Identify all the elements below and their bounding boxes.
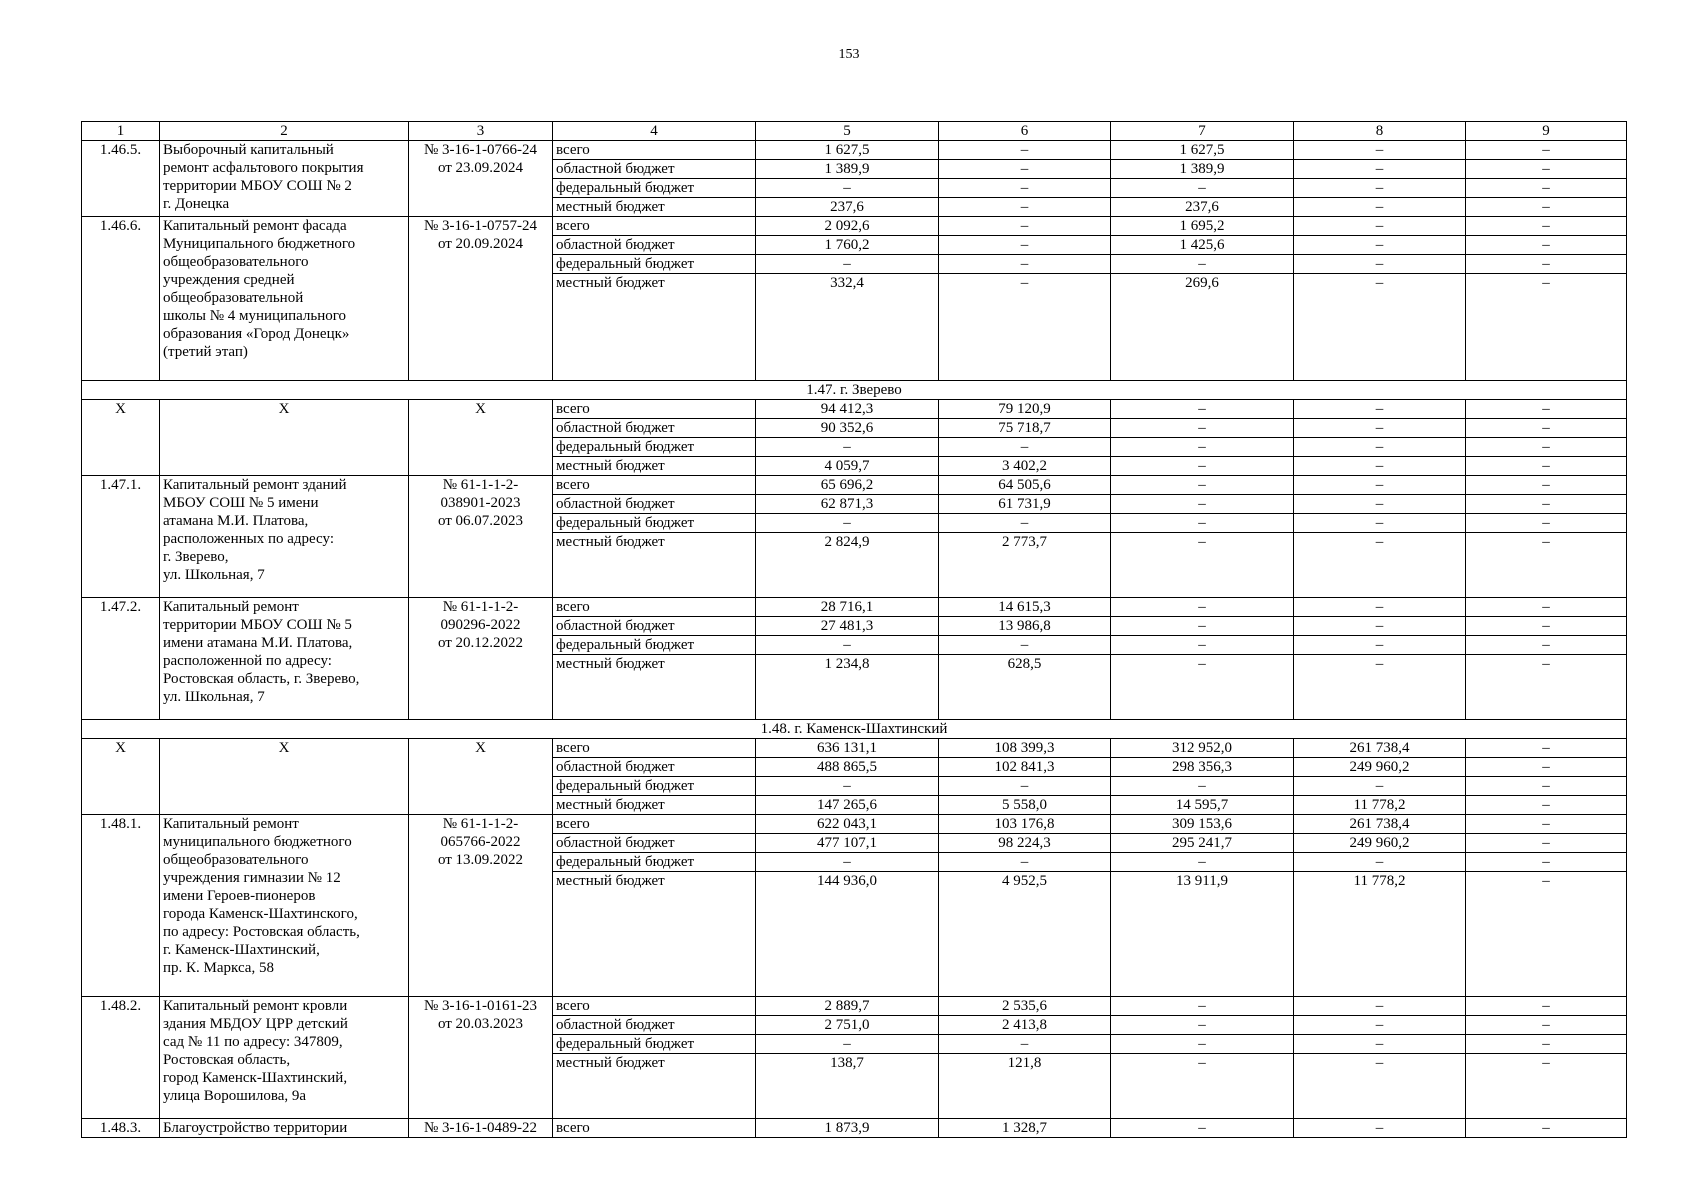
- amount-cell: 121,8: [939, 1054, 1111, 1119]
- amount-cell: 14 595,7: [1111, 796, 1294, 815]
- amount-cell: –: [1466, 438, 1627, 457]
- item-number: Х: [82, 739, 160, 815]
- amount-cell: –: [1466, 872, 1627, 997]
- column-number: 7: [1111, 122, 1294, 141]
- amount-cell: –: [1466, 1119, 1627, 1138]
- amount-cell: –: [1466, 1035, 1627, 1054]
- funding-source: федеральный бюджет: [553, 438, 756, 457]
- amount-cell: –: [1111, 1035, 1294, 1054]
- amount-cell: –: [1294, 217, 1466, 236]
- funding-source: местный бюджет: [553, 1054, 756, 1119]
- amount-cell: 1 760,2: [756, 236, 939, 255]
- amount-cell: 261 738,4: [1294, 739, 1466, 758]
- amount-cell: 1 627,5: [756, 141, 939, 160]
- section-title: 1.47. г. Зверево: [82, 381, 1627, 400]
- column-number: 4: [553, 122, 756, 141]
- amount-cell: –: [1294, 777, 1466, 796]
- amount-cell: –: [1111, 1016, 1294, 1035]
- table-row: [82, 739, 1627, 758]
- amount-cell: –: [756, 179, 939, 198]
- amount-cell: –: [1294, 141, 1466, 160]
- funding-source: федеральный бюджет: [553, 179, 756, 198]
- amount-cell: –: [1111, 997, 1294, 1016]
- amount-cell: –: [1294, 1054, 1466, 1119]
- amount-cell: –: [1294, 236, 1466, 255]
- amount-cell: –: [1466, 834, 1627, 853]
- amount-cell: 5 558,0: [939, 796, 1111, 815]
- amount-cell: –: [1466, 179, 1627, 198]
- item-name: Капитальный ремонт кровли здания МБДОУ ЦРР детский сад № 11 по адресу: 347809, Ростовская область, город Каменск-Шахтинский, улица Ворошилова, 9а: [160, 997, 409, 1119]
- amount-cell: –: [1294, 274, 1466, 381]
- amount-cell: –: [756, 438, 939, 457]
- amount-cell: 2 889,7: [756, 997, 939, 1016]
- funding-source: областной бюджет: [553, 419, 756, 438]
- amount-cell: 138,7: [756, 1054, 939, 1119]
- amount-cell: –: [756, 514, 939, 533]
- funding-source: всего: [553, 400, 756, 419]
- amount-cell: 2 773,7: [939, 533, 1111, 598]
- amount-cell: –: [756, 853, 939, 872]
- funding-source: федеральный бюджет: [553, 255, 756, 274]
- amount-cell: –: [1294, 419, 1466, 438]
- amount-cell: 488 865,5: [756, 758, 939, 777]
- amount-cell: –: [1111, 179, 1294, 198]
- amount-cell: –: [1466, 758, 1627, 777]
- section-title: 1.48. г. Каменск-Шахтинский: [82, 720, 1627, 739]
- column-number: 5: [756, 122, 939, 141]
- amount-cell: –: [1466, 853, 1627, 872]
- amount-cell: 1 425,6: [1111, 236, 1294, 255]
- funding-source: местный бюджет: [553, 198, 756, 217]
- amount-cell: 61 731,9: [939, 495, 1111, 514]
- item-name: Выборочный капитальный ремонт асфальтового покрытия территории МБОУ СОШ № 2 г. Донецка: [160, 141, 409, 217]
- amount-cell: 261 738,4: [1294, 815, 1466, 834]
- item-number: 1.46.5.: [82, 141, 160, 217]
- amount-cell: –: [1466, 198, 1627, 217]
- amount-cell: 1 328,7: [939, 1119, 1111, 1138]
- amount-cell: –: [1111, 400, 1294, 419]
- amount-cell: –: [939, 438, 1111, 457]
- amount-cell: –: [1111, 1119, 1294, 1138]
- amount-cell: –: [756, 777, 939, 796]
- amount-cell: –: [1466, 514, 1627, 533]
- funding-source: всего: [553, 815, 756, 834]
- item-name: Капитальный ремонт территории МБОУ СОШ № 5 имени атамана М.И. Платова, расположенной по адресу: Ростовская область, г. Зверево, ул. Школьная, 7: [160, 598, 409, 720]
- item-number: 1.47.2.: [82, 598, 160, 720]
- amount-cell: 1 389,9: [1111, 160, 1294, 179]
- amount-cell: –: [1294, 457, 1466, 476]
- table-body: [82, 122, 1627, 1138]
- amount-cell: 108 399,3: [939, 739, 1111, 758]
- amount-cell: –: [1466, 495, 1627, 514]
- amount-cell: 4 059,7: [756, 457, 939, 476]
- amount-cell: –: [1111, 617, 1294, 636]
- funding-source: федеральный бюджет: [553, 777, 756, 796]
- amount-cell: –: [1294, 997, 1466, 1016]
- item-document: № 3-16-1-0757-24 от 20.09.2024: [409, 217, 553, 381]
- column-number: 1: [82, 122, 160, 141]
- amount-cell: –: [939, 853, 1111, 872]
- amount-cell: –: [1466, 997, 1627, 1016]
- item-number: 1.46.6.: [82, 217, 160, 381]
- amount-cell: 11 778,2: [1294, 796, 1466, 815]
- column-number: 9: [1466, 122, 1627, 141]
- amount-cell: –: [1466, 815, 1627, 834]
- amount-cell: 3 402,2: [939, 457, 1111, 476]
- amount-cell: –: [1111, 655, 1294, 720]
- amount-cell: –: [1294, 853, 1466, 872]
- amount-cell: 312 952,0: [1111, 739, 1294, 758]
- amount-cell: 103 176,8: [939, 815, 1111, 834]
- amount-cell: –: [1111, 777, 1294, 796]
- amount-cell: 1 695,2: [1111, 217, 1294, 236]
- amount-cell: 628,5: [939, 655, 1111, 720]
- amount-cell: –: [1466, 739, 1627, 758]
- amount-cell: 75 718,7: [939, 419, 1111, 438]
- amount-cell: –: [1294, 514, 1466, 533]
- amount-cell: 332,4: [756, 274, 939, 381]
- amount-cell: –: [1294, 598, 1466, 617]
- item-document: № 61-1-1-2- 090296-2022 от 20.12.2022: [409, 598, 553, 720]
- funding-source: местный бюджет: [553, 872, 756, 997]
- amount-cell: –: [1294, 179, 1466, 198]
- item-name: Капитальный ремонт зданий МБОУ СОШ № 5 имени атамана М.И. Платова, расположенных по адресу: г. Зверево, ул. Школьная, 7: [160, 476, 409, 598]
- amount-cell: 622 043,1: [756, 815, 939, 834]
- funding-source: областной бюджет: [553, 495, 756, 514]
- amount-cell: 94 412,3: [756, 400, 939, 419]
- funding-source: местный бюджет: [553, 457, 756, 476]
- amount-cell: –: [1294, 1035, 1466, 1054]
- amount-cell: 237,6: [1111, 198, 1294, 217]
- column-number: 6: [939, 122, 1111, 141]
- funding-source: всего: [553, 598, 756, 617]
- amount-cell: –: [1466, 617, 1627, 636]
- amount-cell: 1 389,9: [756, 160, 939, 179]
- amount-cell: –: [756, 255, 939, 274]
- amount-cell: 249 960,2: [1294, 834, 1466, 853]
- amount-cell: –: [1466, 419, 1627, 438]
- amount-cell: –: [1111, 255, 1294, 274]
- amount-cell: –: [939, 1035, 1111, 1054]
- amount-cell: –: [1466, 796, 1627, 815]
- item-name: Х: [160, 739, 409, 815]
- amount-cell: 477 107,1: [756, 834, 939, 853]
- amount-cell: 98 224,3: [939, 834, 1111, 853]
- amount-cell: –: [1466, 1054, 1627, 1119]
- item-name: Х: [160, 400, 409, 476]
- table-row: [82, 997, 1627, 1016]
- amount-cell: –: [1111, 853, 1294, 872]
- funding-source: федеральный бюджет: [553, 853, 756, 872]
- amount-cell: 269,6: [1111, 274, 1294, 381]
- amount-cell: –: [1466, 636, 1627, 655]
- amount-cell: 237,6: [756, 198, 939, 217]
- amount-cell: 27 481,3: [756, 617, 939, 636]
- amount-cell: –: [1111, 533, 1294, 598]
- item-document: № 3-16-1-0161-23 от 20.03.2023: [409, 997, 553, 1119]
- amount-cell: –: [1294, 655, 1466, 720]
- funding-source: местный бюджет: [553, 655, 756, 720]
- amount-cell: –: [939, 274, 1111, 381]
- amount-cell: –: [1294, 533, 1466, 598]
- item-document: № 61-1-1-2- 038901-2023 от 06.07.2023: [409, 476, 553, 598]
- amount-cell: –: [1111, 438, 1294, 457]
- amount-cell: –: [939, 160, 1111, 179]
- amount-cell: –: [1294, 1016, 1466, 1035]
- amount-cell: 13 911,9: [1111, 872, 1294, 997]
- amount-cell: –: [1294, 438, 1466, 457]
- amount-cell: 144 936,0: [756, 872, 939, 997]
- item-number: 1.48.2.: [82, 997, 160, 1119]
- item-name: Капитальный ремонт муниципального бюджетного общеобразовательного учреждения гимназии № 12 имени Героев-пионеров города Каменск-Шахтинского, по адресу: Ростовская область, г. Каменск-Шахтинский, пр. К. Маркса, 58: [160, 815, 409, 997]
- item-document: № 3-16-1-0489-22: [409, 1119, 553, 1138]
- amount-cell: 13 986,8: [939, 617, 1111, 636]
- item-document: № 61-1-1-2- 065766-2022 от 13.09.2022: [409, 815, 553, 997]
- amount-cell: 1 627,5: [1111, 141, 1294, 160]
- column-number: 2: [160, 122, 409, 141]
- amount-cell: –: [939, 636, 1111, 655]
- table-row: [82, 598, 1627, 617]
- amount-cell: –: [1466, 476, 1627, 495]
- amount-cell: –: [1466, 533, 1627, 598]
- amount-cell: –: [939, 217, 1111, 236]
- amount-cell: –: [1466, 236, 1627, 255]
- funding-source: областной бюджет: [553, 834, 756, 853]
- amount-cell: –: [1111, 1054, 1294, 1119]
- amount-cell: 64 505,6: [939, 476, 1111, 495]
- amount-cell: 295 241,7: [1111, 834, 1294, 853]
- amount-cell: –: [1111, 476, 1294, 495]
- table-row: [82, 476, 1627, 495]
- amount-cell: 102 841,3: [939, 758, 1111, 777]
- table-row: [82, 400, 1627, 419]
- amount-cell: –: [1111, 419, 1294, 438]
- amount-cell: 249 960,2: [1294, 758, 1466, 777]
- amount-cell: –: [1466, 274, 1627, 381]
- amount-cell: 309 153,6: [1111, 815, 1294, 834]
- amount-cell: –: [1466, 457, 1627, 476]
- amount-cell: –: [1466, 1016, 1627, 1035]
- funding-source: всего: [553, 141, 756, 160]
- amount-cell: –: [939, 777, 1111, 796]
- amount-cell: 65 696,2: [756, 476, 939, 495]
- funding-source: областной бюджет: [553, 1016, 756, 1035]
- section-row: [82, 720, 1627, 739]
- amount-cell: –: [939, 514, 1111, 533]
- table-row: [82, 815, 1627, 834]
- funding-source: областной бюджет: [553, 236, 756, 255]
- amount-cell: 62 871,3: [756, 495, 939, 514]
- funding-source: всего: [553, 997, 756, 1016]
- amount-cell: –: [939, 198, 1111, 217]
- amount-cell: –: [1111, 457, 1294, 476]
- amount-cell: 4 952,5: [939, 872, 1111, 997]
- funding-source: федеральный бюджет: [553, 514, 756, 533]
- amount-cell: –: [1466, 598, 1627, 617]
- amount-cell: –: [1294, 495, 1466, 514]
- amount-cell: 28 716,1: [756, 598, 939, 617]
- amount-cell: 2 092,6: [756, 217, 939, 236]
- item-document: Х: [409, 400, 553, 476]
- funding-source: областной бюджет: [553, 758, 756, 777]
- amount-cell: –: [1294, 160, 1466, 179]
- amount-cell: –: [1466, 777, 1627, 796]
- amount-cell: –: [1294, 255, 1466, 274]
- budget-table: [81, 121, 1627, 1138]
- item-number: 1.47.1.: [82, 476, 160, 598]
- amount-cell: 2 824,9: [756, 533, 939, 598]
- amount-cell: –: [1294, 617, 1466, 636]
- item-name: Благоустройство территории: [160, 1119, 409, 1138]
- amount-cell: –: [1466, 217, 1627, 236]
- item-document: Х: [409, 739, 553, 815]
- amount-cell: 11 778,2: [1294, 872, 1466, 997]
- column-number: 3: [409, 122, 553, 141]
- amount-cell: 1 234,8: [756, 655, 939, 720]
- amount-cell: –: [1111, 514, 1294, 533]
- item-number: Х: [82, 400, 160, 476]
- page-number: 153: [838, 47, 860, 62]
- amount-cell: –: [1111, 598, 1294, 617]
- amount-cell: –: [1466, 141, 1627, 160]
- amount-cell: –: [939, 179, 1111, 198]
- amount-cell: –: [939, 141, 1111, 160]
- funding-source: всего: [553, 739, 756, 758]
- amount-cell: –: [1294, 400, 1466, 419]
- amount-cell: –: [1294, 198, 1466, 217]
- table-row: [82, 1119, 1627, 1138]
- table-row: [82, 141, 1627, 160]
- amount-cell: 90 352,6: [756, 419, 939, 438]
- funding-source: всего: [553, 1119, 756, 1138]
- amount-cell: –: [1466, 255, 1627, 274]
- amount-cell: 298 356,3: [1111, 758, 1294, 777]
- funding-source: областной бюджет: [553, 160, 756, 179]
- amount-cell: –: [1294, 636, 1466, 655]
- section-row: [82, 381, 1627, 400]
- funding-source: всего: [553, 217, 756, 236]
- amount-cell: –: [1111, 495, 1294, 514]
- item-name: Капитальный ремонт фасада Муниципального бюджетного общеобразовательного учреждения средней общеобразовательной школы № 4 муниципального образования «Город Донецк» (третий этап): [160, 217, 409, 381]
- funding-source: областной бюджет: [553, 617, 756, 636]
- funding-source: местный бюджет: [553, 796, 756, 815]
- funding-source: федеральный бюджет: [553, 1035, 756, 1054]
- amount-cell: –: [756, 1035, 939, 1054]
- funding-source: федеральный бюджет: [553, 636, 756, 655]
- table-row: [82, 217, 1627, 236]
- amount-cell: 147 265,6: [756, 796, 939, 815]
- column-number-row: [82, 122, 1627, 141]
- item-number: 1.48.1.: [82, 815, 160, 997]
- amount-cell: –: [939, 255, 1111, 274]
- amount-cell: –: [939, 236, 1111, 255]
- funding-source: местный бюджет: [553, 274, 756, 381]
- amount-cell: 2 751,0: [756, 1016, 939, 1035]
- amount-cell: 79 120,9: [939, 400, 1111, 419]
- amount-cell: –: [1466, 655, 1627, 720]
- amount-cell: 14 615,3: [939, 598, 1111, 617]
- amount-cell: –: [1294, 1119, 1466, 1138]
- item-document: № 3-16-1-0766-24 от 23.09.2024: [409, 141, 553, 217]
- amount-cell: –: [1294, 476, 1466, 495]
- amount-cell: 2 413,8: [939, 1016, 1111, 1035]
- item-number: 1.48.3.: [82, 1119, 160, 1138]
- amount-cell: 2 535,6: [939, 997, 1111, 1016]
- amount-cell: –: [1111, 636, 1294, 655]
- column-number: 8: [1294, 122, 1466, 141]
- funding-source: местный бюджет: [553, 533, 756, 598]
- amount-cell: 636 131,1: [756, 739, 939, 758]
- amount-cell: –: [756, 636, 939, 655]
- amount-cell: 1 873,9: [756, 1119, 939, 1138]
- amount-cell: –: [1466, 160, 1627, 179]
- amount-cell: –: [1466, 400, 1627, 419]
- funding-source: всего: [553, 476, 756, 495]
